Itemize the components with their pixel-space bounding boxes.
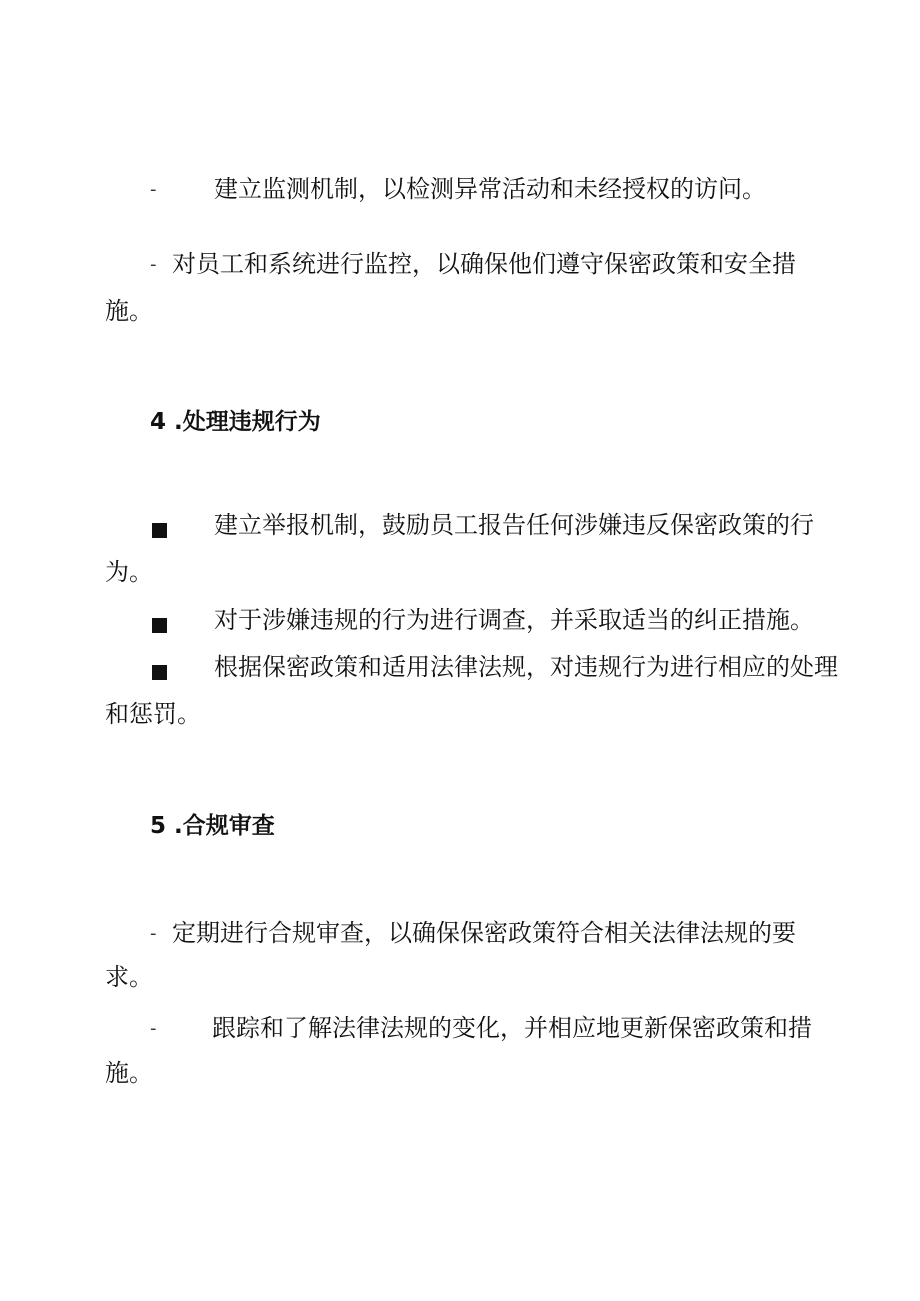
list-item-continuation: 施。 <box>105 1059 153 1087</box>
list-bullet: - <box>150 254 157 275</box>
section-number: 4 <box>150 409 167 435</box>
list-item-text: 定期进行合规审查，以确保保密政策符合相关法律法规的要 <box>172 919 796 947</box>
list-bullet: - <box>150 1018 157 1039</box>
list-bullet: - <box>150 923 157 944</box>
section-heading-4 <box>150 408 321 436</box>
list-item-continuation: 和惩罚。 <box>105 700 201 728</box>
list-item-continuation: 求。 <box>105 963 153 991</box>
list-item-text: 根据保密政策和适用法律法规，对违规行为进行相应的处理 <box>214 653 838 681</box>
square-bullet-icon <box>152 611 167 639</box>
list-item-text: 建立举报机制，鼓励员工报告任何涉嫌违反保密政策的行 <box>214 511 814 539</box>
list-item-continuation: 为。 <box>105 558 153 586</box>
square-bullet-icon <box>152 516 167 544</box>
list-item-text: 建立监测机制，以检测异常活动和未经授权的访问。 <box>214 175 766 203</box>
section-title: .处理违规行为 <box>174 409 321 435</box>
section-heading-5 <box>150 812 275 840</box>
list-item-text: 对于涉嫌违规的行为进行调查，并采取适当的纠正措施。 <box>214 606 814 634</box>
square-bullet-icon <box>152 658 167 686</box>
list-item-text: 跟踪和了解法律法规的变化，并相应地更新保密政策和措 <box>212 1014 812 1042</box>
list-item-text: 对员工和系统进行监控，以确保他们遵守保密政策和安全措 <box>172 250 796 278</box>
list-bullet: - <box>150 179 157 200</box>
section-number: 5 <box>150 813 167 839</box>
section-title: .合规审查 <box>174 813 275 839</box>
list-item-continuation: 施。 <box>105 297 153 325</box>
